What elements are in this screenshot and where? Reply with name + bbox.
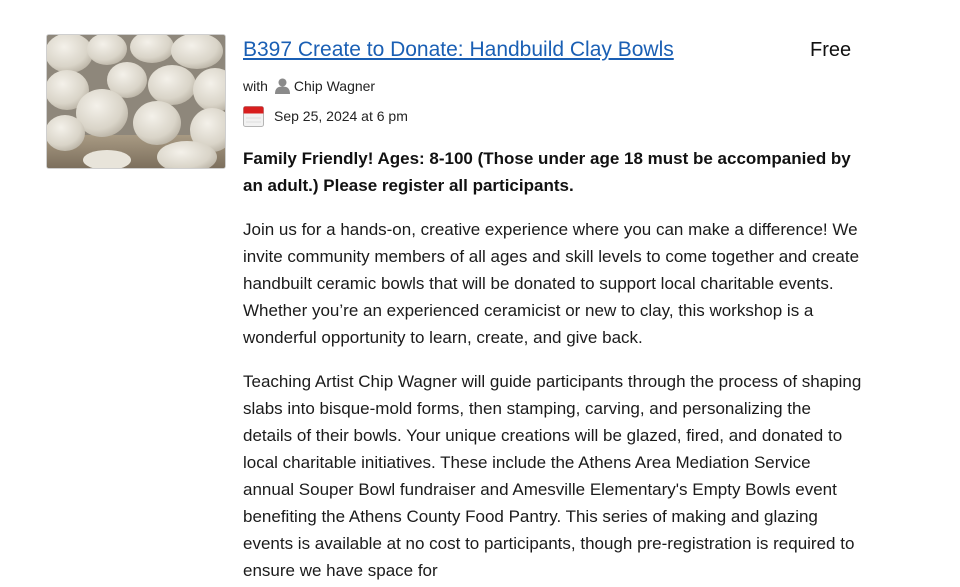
event-thumbnail[interactable] xyxy=(46,34,226,169)
event-date: Sep 25, 2024 at 6 pm xyxy=(274,108,408,124)
event-price: Free xyxy=(810,39,852,61)
event-title-link[interactable]: B397 Create to Donate: Handbuild Clay Bowls xyxy=(243,38,674,61)
description-paragraph-1: Join us for a hands-on, creative experience where you can make a difference! We invite community members of all ages and skill levels to come together and create handbuilt ceramic bowls that will be donated to support local charitable events. Whether you’re an experienced ceramicist or new to clay, this workshop is a wonderful opportunity to learn, create, and give back. xyxy=(243,220,860,347)
event-details xyxy=(243,36,863,584)
bowls-image xyxy=(47,35,226,169)
instructor-name[interactable]: Chip Wagner xyxy=(293,78,376,94)
description-paragraph-2: Teaching Artist Chip Wagner will guide participants through the process of shaping slabs into bisque-mold forms, then stamping, carving, and personalizing the details of their bowls. Your unique creations will be glazed, fired, and donated to local charitable initiatives. These include the Athens Area Mediation Service annual Souper Bowl fundraiser and Amesville Elementary's Empty Bowls event benefiting the Athens County Food Pantry. This series of making and glazing events is available at no cost to participants, though pre-registration is required to ensure we have space for xyxy=(243,372,862,580)
with-label: with xyxy=(243,78,268,94)
calendar-icon xyxy=(243,105,264,127)
intro-bold-text: Family Friendly! Ages: 8-100 (Those under age 18 must be accompanied by an adult.) Please register all participants. xyxy=(243,149,851,195)
instructor-row xyxy=(243,77,863,95)
person-icon xyxy=(275,78,290,94)
date-row xyxy=(243,105,863,127)
